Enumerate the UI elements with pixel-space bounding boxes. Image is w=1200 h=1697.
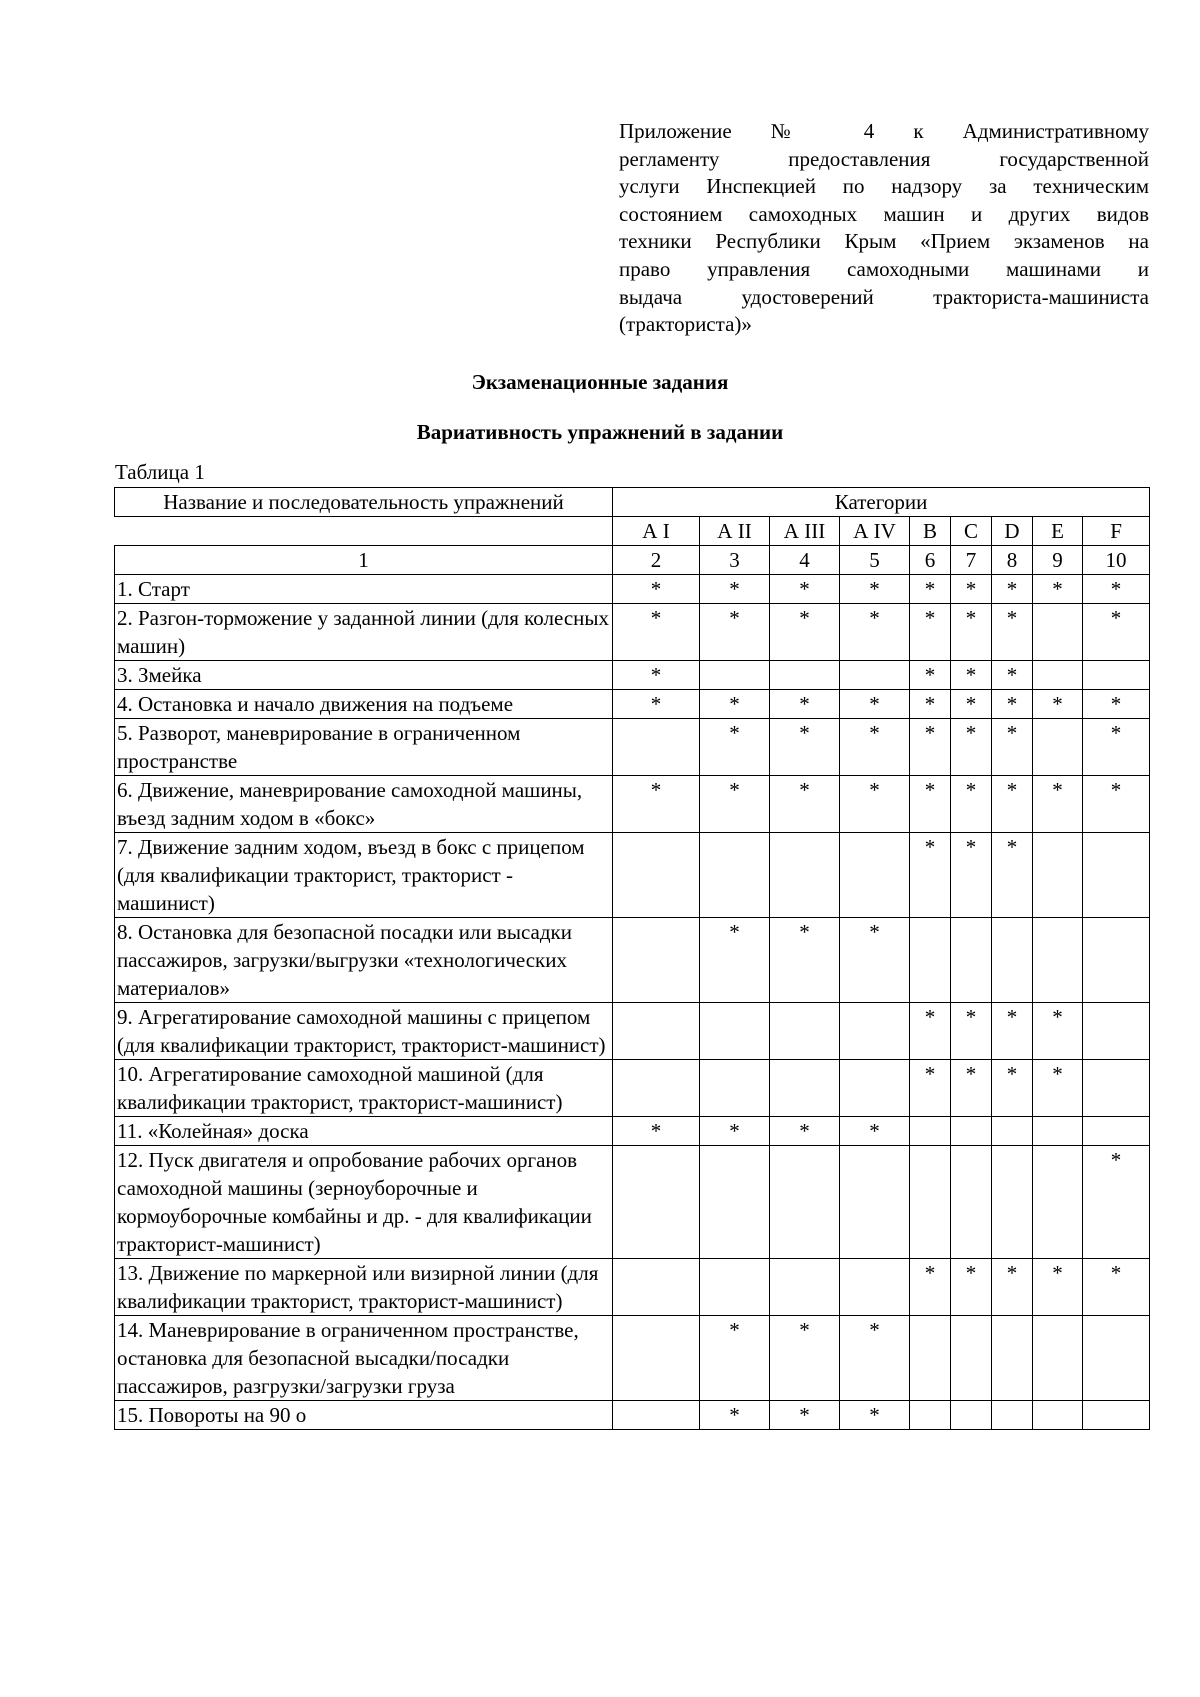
header-categories-cell: Категории — [613, 488, 1150, 517]
mark-cell — [1083, 1060, 1150, 1117]
annex-line: техники Республики Крым «Прием экзаменов на — [619, 229, 1149, 254]
table-row — [115, 833, 1150, 918]
column-number-cell: 3 — [700, 546, 770, 575]
column-number-cell: 7 — [951, 546, 992, 575]
mark-cell: * — [992, 661, 1033, 690]
mark-cell — [951, 918, 992, 1003]
mark-cell: * — [951, 575, 992, 604]
annex-line: право управления самоходными машинами и — [619, 256, 1149, 281]
mark-cell: * — [910, 719, 951, 776]
exercise-name-cell: 5. Разворот, маневрирование в ограниченном пространстве — [115, 719, 613, 776]
column-number-cell: 1 — [115, 546, 613, 575]
blank-cell — [115, 517, 613, 546]
mark-cell — [1033, 1316, 1083, 1401]
annex-paragraph — [619, 118, 1149, 339]
mark-cell — [951, 1316, 992, 1401]
mark-cell — [910, 1401, 951, 1430]
categories-row — [115, 517, 1150, 546]
column-number-cell: 2 — [613, 546, 700, 575]
category-header-cell: В — [910, 517, 951, 546]
table-row — [115, 575, 1150, 604]
mark-cell: * — [910, 776, 951, 833]
table-row — [115, 776, 1150, 833]
mark-cell: * — [1033, 1003, 1083, 1060]
annex-line: регламенту предоставления государственной — [619, 146, 1149, 171]
column-number-cell: 9 — [1033, 546, 1083, 575]
mark-cell: * — [1033, 1259, 1083, 1316]
document-title: Экзаменационные задания — [471, 370, 729, 394]
mark-cell — [840, 833, 910, 918]
mark-cell — [992, 1117, 1033, 1146]
mark-cell: * — [910, 690, 951, 719]
mark-cell: * — [1083, 776, 1150, 833]
mark-cell: * — [1033, 1060, 1083, 1117]
mark-cell: * — [770, 1117, 840, 1146]
mark-cell: * — [770, 1316, 840, 1401]
mark-cell: * — [1083, 690, 1150, 719]
mark-cell — [770, 1146, 840, 1259]
mark-cell: * — [992, 833, 1033, 918]
mark-cell — [1083, 1316, 1150, 1401]
mark-cell: * — [992, 1259, 1033, 1316]
mark-cell: * — [910, 1060, 951, 1117]
mark-cell — [1083, 1003, 1150, 1060]
category-header-cell: А I — [613, 517, 700, 546]
mark-cell: * — [613, 661, 700, 690]
table-row — [115, 1401, 1150, 1430]
category-header-cell: Е — [1033, 517, 1083, 546]
column-number-cell: 4 — [770, 546, 840, 575]
mark-cell: * — [1033, 776, 1083, 833]
annex-line: (тракториста)» — [619, 312, 752, 337]
annex-note — [619, 118, 1149, 339]
mark-cell: * — [770, 776, 840, 833]
exercise-name-cell: 4. Остановка и начало движения на подъеме — [115, 690, 613, 719]
mark-cell: * — [951, 690, 992, 719]
mark-cell — [840, 1259, 910, 1316]
mark-cell — [910, 918, 951, 1003]
mark-cell — [1033, 661, 1083, 690]
mark-cell: * — [613, 575, 700, 604]
mark-cell: * — [840, 575, 910, 604]
mark-cell: * — [1083, 1259, 1150, 1316]
mark-cell: * — [910, 1003, 951, 1060]
table-row — [115, 604, 1150, 661]
column-number-cell: 8 — [992, 546, 1033, 575]
column-numbers-row — [115, 546, 1150, 575]
mark-cell: * — [951, 661, 992, 690]
mark-cell: * — [840, 719, 910, 776]
mark-cell — [992, 1146, 1033, 1259]
exercise-name-cell: 3. Змейка — [115, 661, 613, 690]
mark-cell: * — [770, 1401, 840, 1430]
mark-cell: * — [992, 604, 1033, 661]
mark-cell: * — [1083, 1146, 1150, 1259]
mark-cell: * — [700, 719, 770, 776]
mark-cell — [1033, 1117, 1083, 1146]
mark-cell — [770, 661, 840, 690]
mark-cell: * — [613, 604, 700, 661]
mark-cell — [770, 833, 840, 918]
mark-cell: * — [840, 604, 910, 661]
mark-cell: * — [700, 776, 770, 833]
category-header-cell: F — [1083, 517, 1150, 546]
mark-cell — [1083, 833, 1150, 918]
exercise-name-cell: 10. Агрегатирование самоходной машиной (для квалификации тракторист, тракторист-машинист) — [115, 1060, 613, 1117]
exercise-name-cell: 13. Движение по маркерной или визирной линии (для квалификации тракторист, тракторист-машинист) — [115, 1259, 613, 1316]
column-number-cell: 6 — [910, 546, 951, 575]
mark-cell: * — [770, 719, 840, 776]
mark-cell: * — [1083, 575, 1150, 604]
annex-line: услуги Инспекцией по надзору за техническим — [619, 174, 1149, 199]
mark-cell — [1083, 1117, 1150, 1146]
category-header-cell: А II — [700, 517, 770, 546]
mark-cell: * — [951, 1060, 992, 1117]
mark-cell: * — [910, 661, 951, 690]
mark-cell: * — [840, 1401, 910, 1430]
mark-cell: * — [992, 776, 1033, 833]
mark-cell: * — [700, 690, 770, 719]
mark-cell: * — [700, 1401, 770, 1430]
mark-cell — [1033, 918, 1083, 1003]
mark-cell — [700, 1146, 770, 1259]
mark-cell — [613, 1259, 700, 1316]
mark-cell: * — [700, 575, 770, 604]
mark-cell: * — [613, 690, 700, 719]
mark-cell: * — [910, 575, 951, 604]
mark-cell: * — [840, 1316, 910, 1401]
table-row — [115, 1316, 1150, 1401]
mark-cell — [1083, 661, 1150, 690]
mark-cell: * — [951, 604, 992, 661]
mark-cell: * — [992, 575, 1033, 604]
mark-cell: * — [613, 776, 700, 833]
mark-cell — [613, 1316, 700, 1401]
mark-cell: * — [770, 918, 840, 1003]
mark-cell: * — [840, 1117, 910, 1146]
mark-cell: * — [992, 1003, 1033, 1060]
mark-cell — [613, 1401, 700, 1430]
header-row — [115, 488, 1150, 517]
table-row — [115, 719, 1150, 776]
exercise-name-cell: 15. Повороты на 90 о — [115, 1401, 613, 1430]
mark-cell: * — [840, 918, 910, 1003]
mark-cell: * — [951, 1259, 992, 1316]
exercise-name-cell: 12. Пуск двигателя и опробование рабочих органов самоходной машины (зерноуборочные и кормоуборочные комбайны и др. - для квалификации тракторист-машинист) — [115, 1146, 613, 1259]
mark-cell — [613, 918, 700, 1003]
mark-cell: * — [910, 1259, 951, 1316]
category-header-cell: С — [951, 517, 992, 546]
header-name-cell: Название и последовательность упражнений — [115, 488, 613, 517]
mark-cell: * — [992, 719, 1033, 776]
mark-cell — [770, 1003, 840, 1060]
mark-cell: * — [910, 604, 951, 661]
mark-cell — [613, 1060, 700, 1117]
mark-cell — [613, 1146, 700, 1259]
mark-cell — [840, 1146, 910, 1259]
exercise-name-cell: 6. Движение, маневрирование самоходной машины, въезд задним ходом в «бокс» — [115, 776, 613, 833]
category-header-cell: А IV — [840, 517, 910, 546]
mark-cell: * — [770, 604, 840, 661]
table-row — [115, 1259, 1150, 1316]
mark-cell — [1083, 918, 1150, 1003]
mark-cell — [700, 661, 770, 690]
mark-cell: * — [992, 690, 1033, 719]
mark-cell — [910, 1316, 951, 1401]
mark-cell — [910, 1146, 951, 1259]
mark-cell: * — [992, 1060, 1033, 1117]
table-row — [115, 690, 1150, 719]
mark-cell: * — [1033, 575, 1083, 604]
mark-cell — [992, 1401, 1033, 1430]
table-caption: Таблица 1 — [115, 460, 205, 484]
table-row — [115, 1060, 1150, 1117]
mark-cell: * — [770, 575, 840, 604]
mark-cell: * — [1083, 604, 1150, 661]
mark-cell: * — [1083, 719, 1150, 776]
exercise-name-cell: 9. Агрегатирование самоходной машины с прицепом (для квалификации тракторист, тракторист-машинист) — [115, 1003, 613, 1060]
mark-cell: * — [840, 776, 910, 833]
mark-cell — [700, 1060, 770, 1117]
mark-cell — [1033, 604, 1083, 661]
mark-cell: * — [1033, 690, 1083, 719]
mark-cell — [700, 833, 770, 918]
mark-cell — [1033, 1401, 1083, 1430]
annex-line: Приложение № 4 к Административному — [619, 119, 1149, 143]
column-number-cell: 5 — [840, 546, 910, 575]
category-header-cell: А III — [770, 517, 840, 546]
table-row — [115, 661, 1150, 690]
mark-cell — [840, 1060, 910, 1117]
mark-cell: * — [951, 776, 992, 833]
mark-cell: * — [700, 918, 770, 1003]
mark-cell: * — [700, 1316, 770, 1401]
exercise-name-cell: 14. Маневрирование в ограниченном пространстве, остановка для безопасной высадки/посадки пассажиров, разгрузки/загрузки груза — [115, 1316, 613, 1401]
category-header-cell: D — [992, 517, 1033, 546]
mark-cell: * — [951, 1003, 992, 1060]
column-number-cell: 10 — [1083, 546, 1150, 575]
mark-cell — [770, 1060, 840, 1117]
mark-cell — [951, 1117, 992, 1146]
mark-cell — [700, 1003, 770, 1060]
exercise-name-cell: 8. Остановка для безопасной посадки или высадки пассажиров, загрузки/выгрузки «технологических материалов» — [115, 918, 613, 1003]
table-row — [115, 1117, 1150, 1146]
mark-cell — [992, 918, 1033, 1003]
exercise-name-cell: 1. Старт — [115, 575, 613, 604]
mark-cell — [840, 661, 910, 690]
mark-cell: * — [613, 1117, 700, 1146]
mark-cell — [951, 1401, 992, 1430]
exercise-name-cell: 2. Разгон-торможение у заданной линии (для колесных машин) — [115, 604, 613, 661]
annex-line: выдача удостоверений тракториста-машиниста — [619, 284, 1149, 309]
mark-cell — [700, 1259, 770, 1316]
exercise-name-cell: 7. Движение задним ходом, въезд в бокс с прицепом (для квалификации тракторист, тракторист - машинист) — [115, 833, 613, 918]
table-row — [115, 918, 1150, 1003]
mark-cell — [951, 1146, 992, 1259]
table-row — [115, 1003, 1150, 1060]
table-row — [115, 1146, 1150, 1259]
mark-cell — [1033, 719, 1083, 776]
mark-cell: * — [840, 690, 910, 719]
mark-cell: * — [770, 690, 840, 719]
mark-cell: * — [910, 833, 951, 918]
mark-cell — [1083, 1401, 1150, 1430]
mark-cell — [840, 1003, 910, 1060]
mark-cell — [770, 1259, 840, 1316]
exercises-table — [114, 487, 1150, 1430]
mark-cell — [1033, 1146, 1083, 1259]
mark-cell: * — [951, 833, 992, 918]
mark-cell: * — [700, 1117, 770, 1146]
mark-cell — [613, 1003, 700, 1060]
mark-cell — [613, 833, 700, 918]
mark-cell — [1033, 833, 1083, 918]
mark-cell — [992, 1316, 1033, 1401]
mark-cell: * — [700, 604, 770, 661]
mark-cell — [910, 1117, 951, 1146]
exercise-name-cell: 11. «Колейная» доска — [115, 1117, 613, 1146]
mark-cell — [613, 719, 700, 776]
mark-cell: * — [951, 719, 992, 776]
document-subtitle: Вариативность упражнений в задании — [416, 420, 784, 444]
annex-line: состоянием самоходных машин и других видов — [619, 201, 1149, 226]
